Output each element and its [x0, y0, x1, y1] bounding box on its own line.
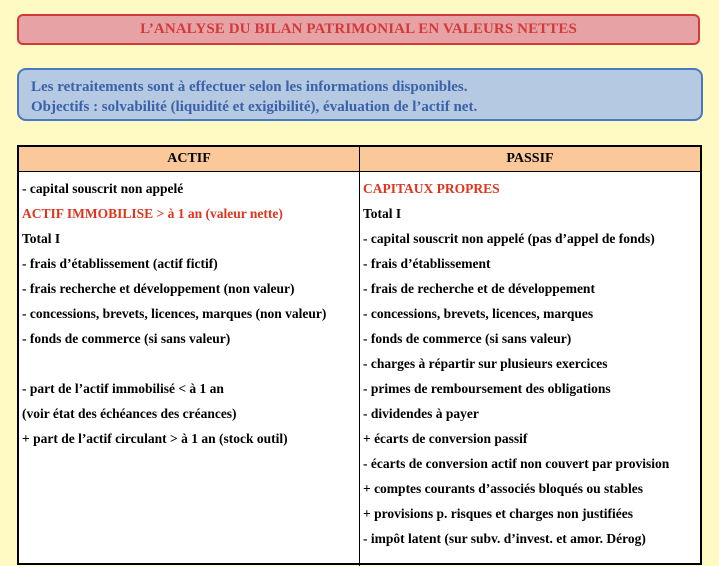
actif-column: [19, 172, 360, 566]
passif-item: - dividendes à payer: [363, 406, 479, 421]
passif-column: [360, 172, 700, 566]
actif-item: - concessions, brevets, licences, marques (non valeur): [22, 306, 327, 321]
passif-item: - écarts de conversion actif non couvert par provision: [363, 456, 670, 471]
info-line-objectifs: Objectifs : solvabilité (liquidité et exigibilité), évaluation de l’actif net.: [31, 99, 478, 115]
passif-item: - frais de recherche et de développement: [363, 281, 595, 296]
passif-item: - charges à répartir sur plusieurs exercices: [363, 356, 608, 371]
passif-item: CAPITAUX PROPRES: [363, 181, 500, 196]
actif-item: - part de l’actif immobilisé < à 1 an: [22, 381, 224, 396]
info-box: [17, 68, 703, 121]
info-line-retraitements: Les retraitements sont à effectuer selon les informations disponibles.: [31, 79, 468, 95]
actif-item: + part de l’actif circulant > à 1 an (stock outil): [22, 431, 288, 446]
passif-item: - fonds de commerce (si sans valeur): [363, 331, 572, 346]
actif-item: [22, 351, 359, 376]
passif-item: - primes de remboursement des obligations: [363, 381, 611, 396]
actif-item: - frais recherche et développement (non valeur): [22, 281, 295, 296]
bilan-table: [17, 145, 702, 565]
passif-item: Total I: [363, 206, 402, 221]
actif-item: Total I: [22, 231, 61, 246]
passif-header: PASSIF: [506, 151, 554, 166]
table-body-row: [19, 172, 700, 566]
passif-item: - concessions, brevets, licences, marques: [363, 306, 594, 321]
actif-item: - capital souscrit non appelé: [22, 181, 184, 196]
page-title: [17, 14, 700, 45]
page-title-text: L’ANALYSE DU BILAN PATRIMONIAL EN VALEURS NETTES: [140, 21, 577, 37]
passif-item: - impôt latent (sur subv. d’invest. et amor. Dérog): [363, 531, 646, 546]
passif-item: + provisions p. risques et charges non justifiées: [363, 506, 633, 521]
actif-item: - fonds de commerce (si sans valeur): [22, 331, 231, 346]
table-header-row: [19, 147, 700, 172]
passif-item: + écarts de conversion passif: [363, 431, 528, 446]
actif-header: ACTIF: [19, 147, 360, 171]
passif-item: - frais d’établissement: [363, 256, 491, 271]
actif-item: ACTIF IMMOBILISE > à 1 an (valeur nette): [22, 206, 283, 221]
actif-item: - frais d’établissement (actif fictif): [22, 256, 218, 271]
actif-item: (voir état des échéances des créances): [22, 406, 237, 421]
passif-item: - capital souscrit non appelé (pas d’appel de fonds): [363, 231, 655, 246]
passif-item: + comptes courants d’associés bloqués ou stables: [363, 481, 643, 496]
